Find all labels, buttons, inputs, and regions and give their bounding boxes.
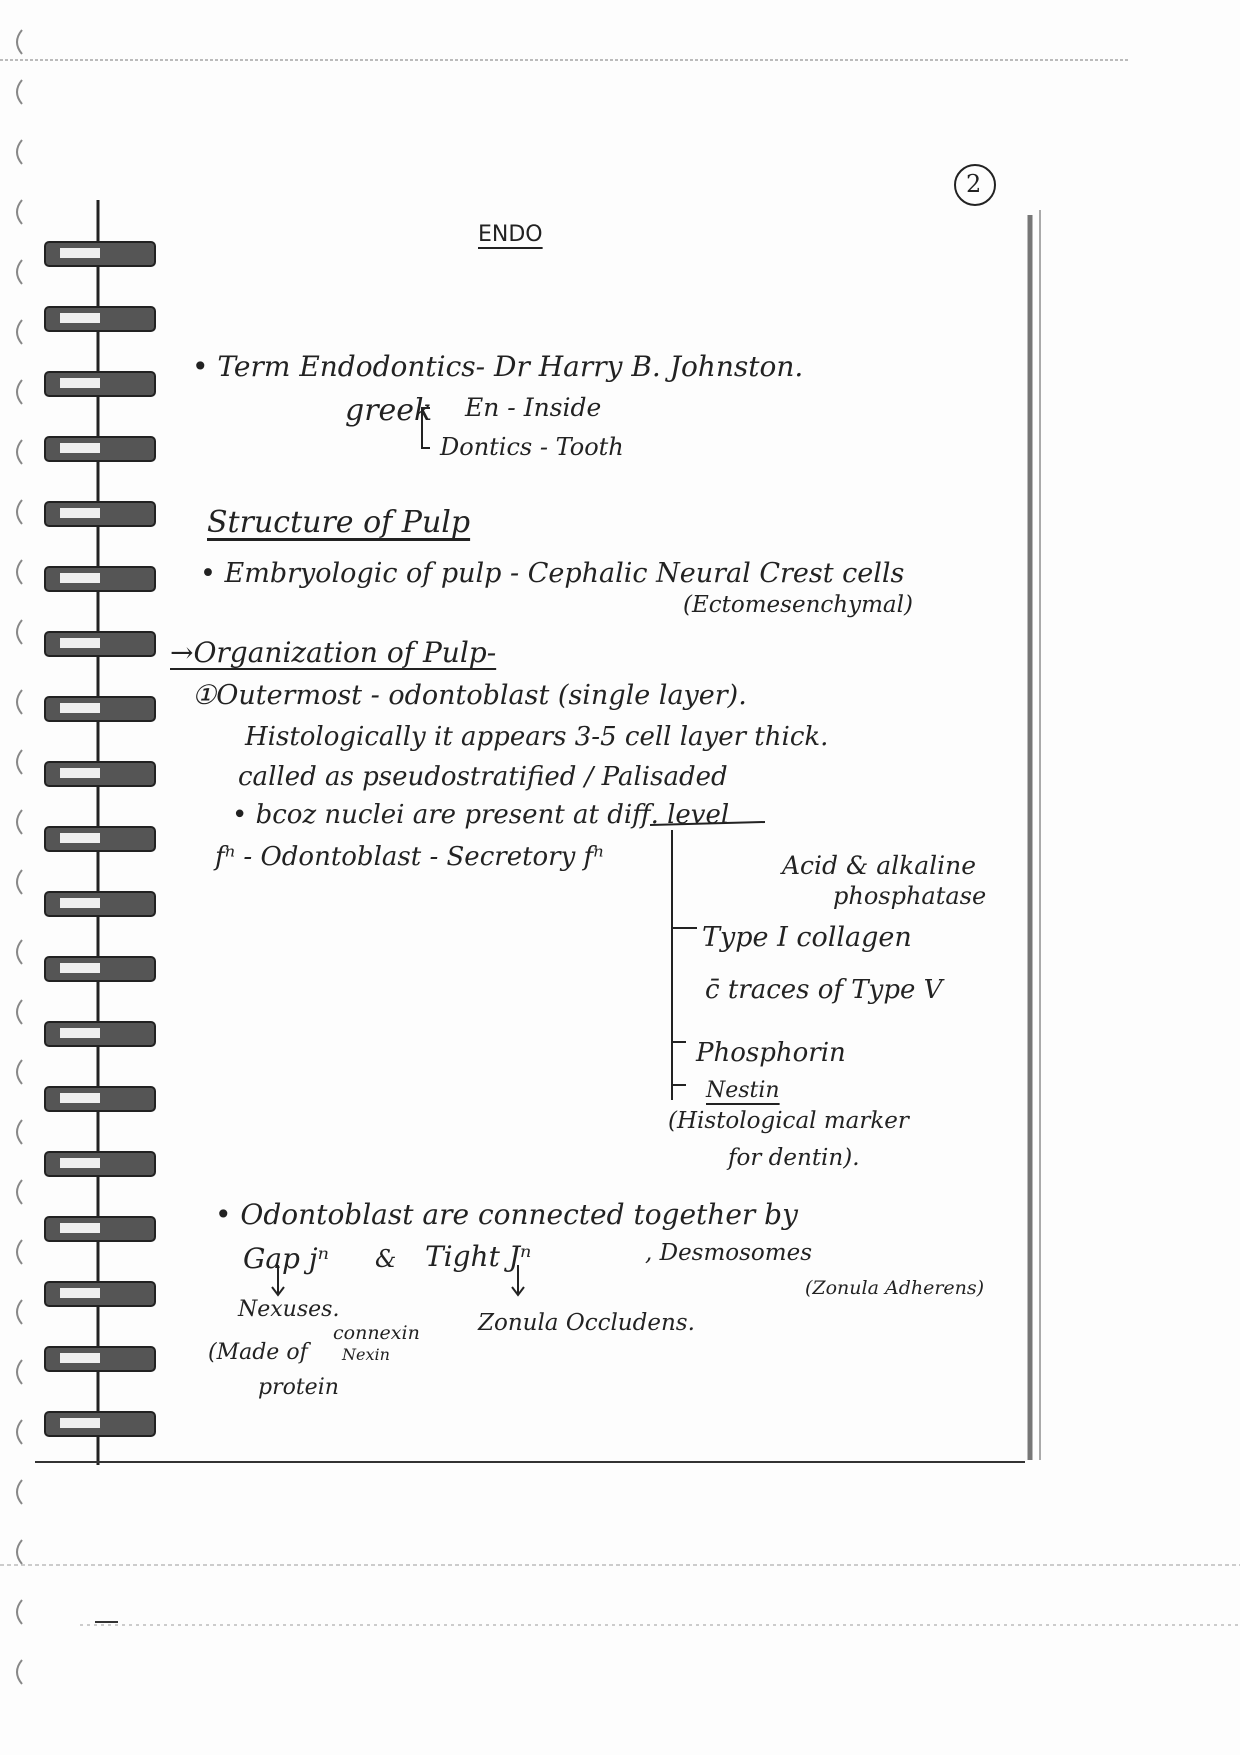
term-line: • Term Endodontics- Dr Harry B. Johnston. [192,350,804,383]
outermost-line: ①Outermost - odontoblast (single layer). [192,680,747,711]
greek-dontics: Dontics - Tooth [440,433,624,461]
and-sign: & [375,1245,397,1273]
made-of: (Made of [208,1340,308,1365]
secretion-traces: c̄ traces of Type V [705,975,943,1005]
histology-line: Histologically it appears 3-5 cell layer thick. [245,722,829,752]
bcoz-line: • bcoz nuclei are present at diff. level [232,800,730,830]
nestin-note-2: for dentin). [728,1145,860,1171]
greek-label: greek [345,393,433,428]
secretion-collagen: Type I collagen [702,922,912,953]
embryology-line: • Embryologic of pulp - Cephalic Neural Crest cells [200,558,905,589]
nexuses: Nexuses. [238,1297,340,1322]
organization-heading: →Organization of Pulp- [170,636,497,669]
tight-junction: Tight Jⁿ [425,1240,532,1273]
called-line: called as pseudostratified / Palisaded [238,762,728,792]
structure-heading: Structure of Pulp [207,505,471,540]
nexin: Nexin [342,1345,390,1364]
desmosomes: , Desmosomes [645,1240,813,1266]
embryology-paren: (Ectomesenchymal) [683,592,913,618]
page-title: ENDO [478,222,543,247]
nestin-note-1: (Histological marker [668,1108,909,1134]
secretion-nestin: Nestin [706,1078,780,1103]
secretion-acid: Acid & alkaline [782,851,977,880]
zonula-occludens: Zonula Occludens. [478,1310,695,1336]
greek-en: En - Inside [465,393,602,422]
gap-junction: Gap jⁿ [243,1242,329,1275]
secretion-phosphatase: phosphatase [833,882,987,910]
secretion-phosphorin: Phosphorin [696,1038,846,1068]
protein: protein [258,1375,339,1400]
connection-line: • Odontoblast are connected together by [215,1198,798,1231]
connexin: connexin [333,1322,420,1344]
function-line: fⁿ - Odontoblast - Secretory fⁿ [215,842,604,872]
zonula-adherens: (Zonula Adherens) [805,1277,985,1299]
page-number: 2 [966,170,982,198]
